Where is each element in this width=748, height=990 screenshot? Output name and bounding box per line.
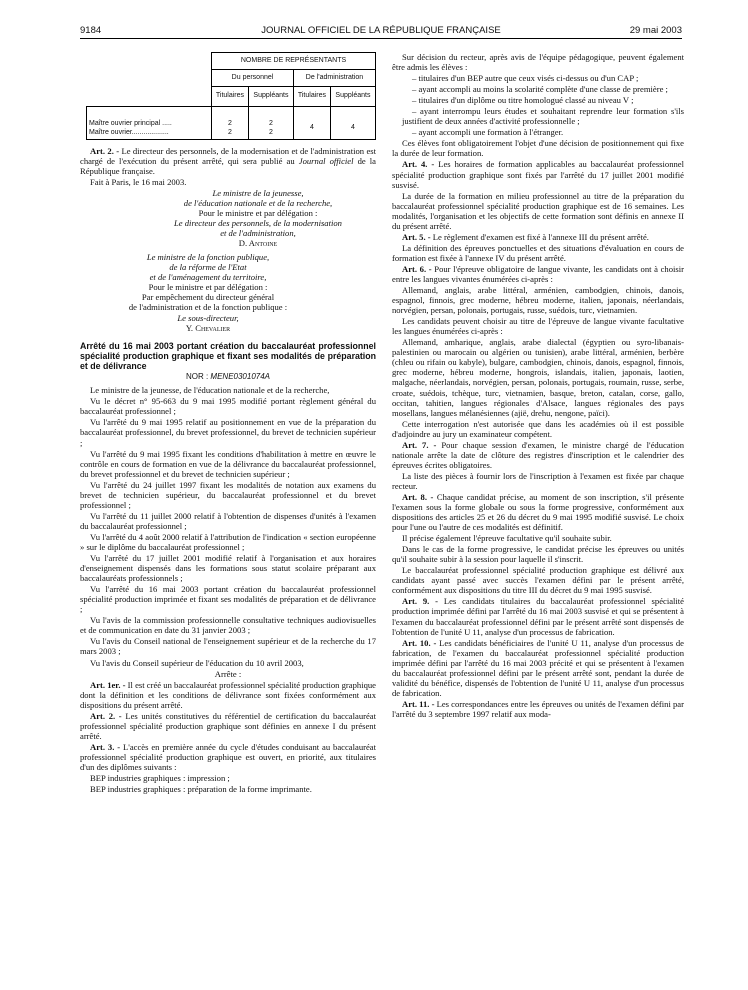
article-text: Les horaires de formation applicables au baccalauréat professionnel spécialité production graphique sont fixés par l'arrêté du 17 juillet 2001 modifié susvisé. [392,159,684,190]
paragraph: Allemand, anglais, arabe littéral, arménien, cambodgien, chinois, danois, espagnol, finnois, grec moderne, hébreu moderne, italien, japonais, néerlandais, norvégien, persan, polonais, portugais, russe, suédois, turc, vietnamien. [392,285,684,316]
arrete-heading: Arrête : [214,668,242,679]
header-rule [80,38,682,39]
table-cell [212,106,249,139]
article-7 [392,440,684,470]
journal-italic: Journal officiel [298,155,354,166]
article-8 [392,492,684,532]
list-item: – titulaires d'un BEP autre que ceux visés ci-dessus ou d'un CAP ; [412,73,639,84]
paragraph: Les candidats peuvent choisir au titre de l'épreuve de langue vivante facultative les langues énumérées ci-après : [392,316,684,337]
article-text: Il est créé un baccalauréat professionnel spécialité production graphique dont la définition et les conditions de délivrance sont fixées conformément aux dispositions du présent arrêté. [80,679,376,710]
list-item: – titulaires d'un diplôme ou titre homologué classé au niveau V ; [412,95,634,106]
paragraph: Le ministre de la jeunesse, de l'éducation nationale et de la recherche, [90,385,330,396]
paragraph: Vu l'avis de la commission professionnelle consultative techniques audiovisuelles et de communication en date du 31 janvier 2003 ; [80,615,376,636]
paragraph: Vu l'arrêté du 11 juillet 2000 relatif à l'obtention de dispenses d'unités à l'examen du baccalauréat professionnel ; [80,510,376,531]
paragraph: Vu l'arrêté du 9 mai 1995 relatif au positionnement en vue de la préparation du baccalauréat professionnel, du brevet professionnel, du brevet de technicien supérieur ; [80,417,376,448]
paragraph: Vu l'arrêté du 4 août 2000 relatif à l'attribution de l'indication « section européenne » sur le diplôme du baccalauréat professionnel ; [80,531,376,552]
signature-block-2 [80,252,376,332]
representatives-table [86,52,376,140]
signature-line: de l'éducation nationale et de la recherche, [183,197,333,208]
article-9 [392,596,684,636]
col-suppleants-personnel: Suppléants [248,87,293,106]
row2-suppleants: 2 [268,128,273,136]
signature-line: et de l'aménagement du territoire, [149,272,267,283]
paragraph: Allemand, amharique, anglais, arabe dialectal (égyptien ou syro-libanais-palestinien ou marocain ou algérien ou tunisien), arabe littéral, arménien, berbère (chleu ou rifain ou kabyle), bulgare, cambodgien, chinois, danois, espagnol, finnois, grec moderne, hébreu moderne, hongrois, islandais, italien, japonais, laotien, malgache, néerlandais, norvégien, persan, polonais, portugais, roumain, russe, serbe, croate, suédois, tchèque, turc, vietnamien, basque, breton, catalan, corse, gallo, occitan, tahitien, langues régionales d'Alsace, langues régionales des pays mosellans, langues mélanésiennes (ajië, drehu, nengone, païci). [392,337,684,418]
article-text: L'accès en première année du cycle d'études conduisant au baccalauréat professionnel spécialité production graphique est ouvert, en priorité, aux titulaires d'un des diplômes suivants : [80,741,376,772]
article-label: Art. 5. - [402,231,431,242]
group-personnel-header: Du personnel [212,70,294,87]
article-text: Les correspondances entre les épreuves ou unités de l'examen défini par l'arrêté du 3 septembre 1997 relatif aux moda- [392,698,684,719]
article-label: Art. 7. - [402,439,437,450]
paragraph: La définition des épreuves ponctuelles et des situations d'évaluation en cours de formation est fixée à l'annexe IV du présent arrêté. [392,242,684,263]
article-label: Art. 2. - [90,145,120,156]
paragraph: Le baccalauréat professionnel spécialité production graphique est délivré aux candidats ayant passé avec succès l'examen défini par le présent arrêté, conformément aux dispositions du titre III du décret du 9 mai 1995 susvisé. [392,565,684,596]
signature-line: Le ministre de la jeunesse, [212,187,304,198]
article-1 [80,680,376,710]
signature-line: Par empêchement du directeur général [141,292,275,303]
signatory-name: D. Antoine [238,238,278,249]
article-text: Chaque candidat précise, au moment de son inscription, s'il présente l'examen sous la forme globale ou sous la forme progressive, conformément aux dispositions des articles 25 et 26 du décret du 9 mai 1995 modifié susvisé. Le choix pour l'une ou l'autre de ces modalités est définitif. [392,491,684,533]
paragraph: La liste des pièces à fournir lors de l'inscription à l'examen est fixée par chaque recteur. [392,470,684,491]
left-column [80,52,376,795]
article-label: Art. 6. - [402,263,432,274]
article-10 [392,638,684,698]
paragraph: Vu l'arrêté du 9 mai 1995 fixant les conditions d'habilitation à mettre en œuvre le contrôle en cours de formation en vue de la délivrance du baccalauréat professionnel, du brevet professionnel et du brevet de technicien supérieur ; [80,448,376,479]
signature-line: Pour le ministre et par délégation : [148,282,268,293]
group-admin-header: De l'administration [293,70,375,87]
list-item: BEP industries graphiques : impression ; [90,773,230,784]
table-row-label [87,106,212,139]
signature-line: Le directeur des personnels, de la modernisation [174,218,342,229]
article-text: Pour chaque session d'examen, le ministre chargé de l'éducation nationale arrête la date de clôture des registres d'inscription et le calendrier des épreuves écrites obligatoires. [392,439,684,470]
article-text: Pour l'épreuve obligatoire de langue vivante, les candidats ont à choisir entre les langues vivantes énumérées ci-après : [392,263,685,284]
paragraph: Cette interrogation n'est autorisée que dans les académies où il est possible d'adjoindre au jury un examinateur compétent. [392,418,684,439]
article-text: Les unités constitutives du référentiel de certification du baccalauréat professionnel spécialité production graphique sont définies en annexe I du présent arrêté. [80,710,376,741]
paragraph: La durée de la formation en milieu professionnel au titre de la préparation du baccalauréat professionnel spécialité production graphique est de 16 semaines. Les modalités, l'organisation et les objectifs de cette formation sont définis en annexe II du présent arrêté. [392,190,684,231]
paragraph: Vu l'arrêté du 16 mai 2003 portant création du baccalauréat professionnel spécialité production imprimée et fixant ses modalités de préparation et de délivrance ; [80,584,376,615]
article-text: Le directeur des personnels, de la modernisation et de l'administration est chargé de l'exécution du présent arrêté, qui sera publié au [80,145,376,166]
article-4 [392,159,684,189]
col-suppleants-admin: Suppléants [330,87,375,106]
article-3 [80,742,376,772]
paragraph: Vu le décret n° 95-663 du 9 mai 1995 modifié portant règlement général du baccalauréat professionnel ; [80,396,376,417]
article-text: Les candidats titulaires du baccalauréat professionnel spécialité production imprimée défini par l'arrêté du 16 mai 2003 susvisé et qui se présentent à l'examen du baccalauréat professionnel défini par le présent arrêté sont dispensés de l'obtention de l'unité U 11, analyse d'un processus de fabrication. [392,596,684,637]
right-column [392,52,684,720]
fait-a-paris: Fait à Paris, le 16 mai 2003. [90,176,187,187]
nor-label: NOR : [185,371,211,381]
page-number: 9184 [80,25,102,36]
article-text-end: de la République française. [80,155,376,176]
table-cell [248,106,293,139]
signature-line: et de l'administration, [220,228,296,239]
row2-label: Maître ouvrier................... [89,128,169,136]
paragraph: Dans le cas de la forme progressive, le candidat précise les épreuves ou unités qu'il souhaite subir à la session pour laquelle il s'inscrit. [392,544,684,565]
signature-line: de l'administration et de la fonction publique : [128,302,288,313]
article-11 [392,699,684,719]
admin-suppleants: 4 [330,106,375,139]
article-text: Le règlement d'examen est fixé à l'annexe III du présent arrêté. [430,231,649,242]
col-titulaires-personnel: Titulaires [212,87,249,106]
article-label: Art. 1er. - [90,679,126,690]
paragraph: Vu l'avis du Conseil supérieur de l'éducation du 10 avril 2003, [90,657,304,668]
article-label: Art. 9. - [402,596,438,607]
article-label: Art. 2. - [90,710,122,721]
paragraph: Ces élèves font obligatoirement l'objet d'une décision de positionnement qui fixe la durée de leur formation. [392,138,684,159]
paragraph: Vu l'arrêté du 17 juillet 2001 modifié relatif à l'organisation et aux horaires d'enseignement dispensés dans les formations sous statut scolaire préparant aux baccalauréats professionnels ; [80,553,376,584]
row2-titulaires: 2 [228,128,232,136]
admin-titulaires: 4 [293,106,330,139]
nor-code: MENE0301074A [210,371,271,381]
row1-titulaires: 2 [228,119,232,127]
article-label: Art. 8. - [402,491,434,502]
signature-block-1 [80,188,376,248]
arrete-title: Arrêté du 16 mai 2003 portant création du baccalauréat professionnel spécialité production graphique et fixant ses modalités de préparation et de délivrance [80,340,376,371]
signatory-name: Y. Chevalier [185,322,231,333]
paragraph: Vu l'avis du Conseil national de l'enseignement supérieur et de la recherche du 17 mars 2003 ; [80,636,376,657]
list-item: – ayant accompli une formation à l'étranger. [412,127,564,138]
article-label: Art. 11. - [402,698,435,709]
article-2b [80,711,376,741]
paragraph: Il précise également l'épreuve facultative qu'il souhaite subir. [402,533,612,544]
signature-line: Le ministre de la fonction publique, [146,252,270,263]
article-6 [392,264,684,284]
article-label: Art. 4. - [402,159,435,170]
list-item: BEP industries graphiques : préparation de la forme imprimante. [90,784,312,795]
signature-line: de la réforme de l'Etat [169,262,247,273]
signature-line: Pour le ministre et par délégation : [198,208,318,219]
article-text: Les candidats bénéficiaires de l'unité U 11, analyse d'un processus de fabrication, de l'examen du baccalauréat professionnel spécialité production imprimée défini par l'arrêté du 16 mai 2003 précité et qui se présentent à l'examen du baccalauréat professionnel défini par le présent arrêté sont, pendant la durée de validité du bénéfice, dispensés de l'obtention de l'unité U 11, analyse d'un processus de fabrication. [392,637,684,698]
article-label: Art. 10. - [402,637,437,648]
paragraph: Sur décision du recteur, après avis de l'équipe pédagogique, peuvent également être admis les élèves : [392,52,684,73]
table-top-header: NOMBRE DE REPRÉSENTANTS [212,53,376,70]
table-corner [87,53,212,107]
list-item: – ayant interrompu leurs études et souhaitant reprendre leur formation s'ils justifient de deux années d'activité professionnelle ; [402,106,684,127]
col-titulaires-admin: Titulaires [293,87,330,106]
article-5 [392,232,684,242]
page-header [80,22,682,38]
issue-date: 29 mai 2003 [629,25,682,36]
article-2 [80,146,376,176]
list-item: – ayant accompli au moins la scolarité complète d'une classe de première ; [412,84,668,95]
signature-line: Le sous-directeur, [177,312,239,323]
nor-reference [80,372,376,381]
row1-label: Maître ouvrier principal ..... [89,119,172,127]
paragraph: Vu l'arrêté du 24 juillet 1997 fixant les modalités de notation aux examens du brevet de technicien supérieur, du baccalauréat professionnel et du brevet professionnel ; [80,479,376,510]
article-label: Art. 3. - [90,741,121,752]
journal-title: JOURNAL OFFICIEL DE LA RÉPUBLIQUE FRANÇAISE [261,25,501,36]
row1-suppleants: 2 [268,119,273,127]
